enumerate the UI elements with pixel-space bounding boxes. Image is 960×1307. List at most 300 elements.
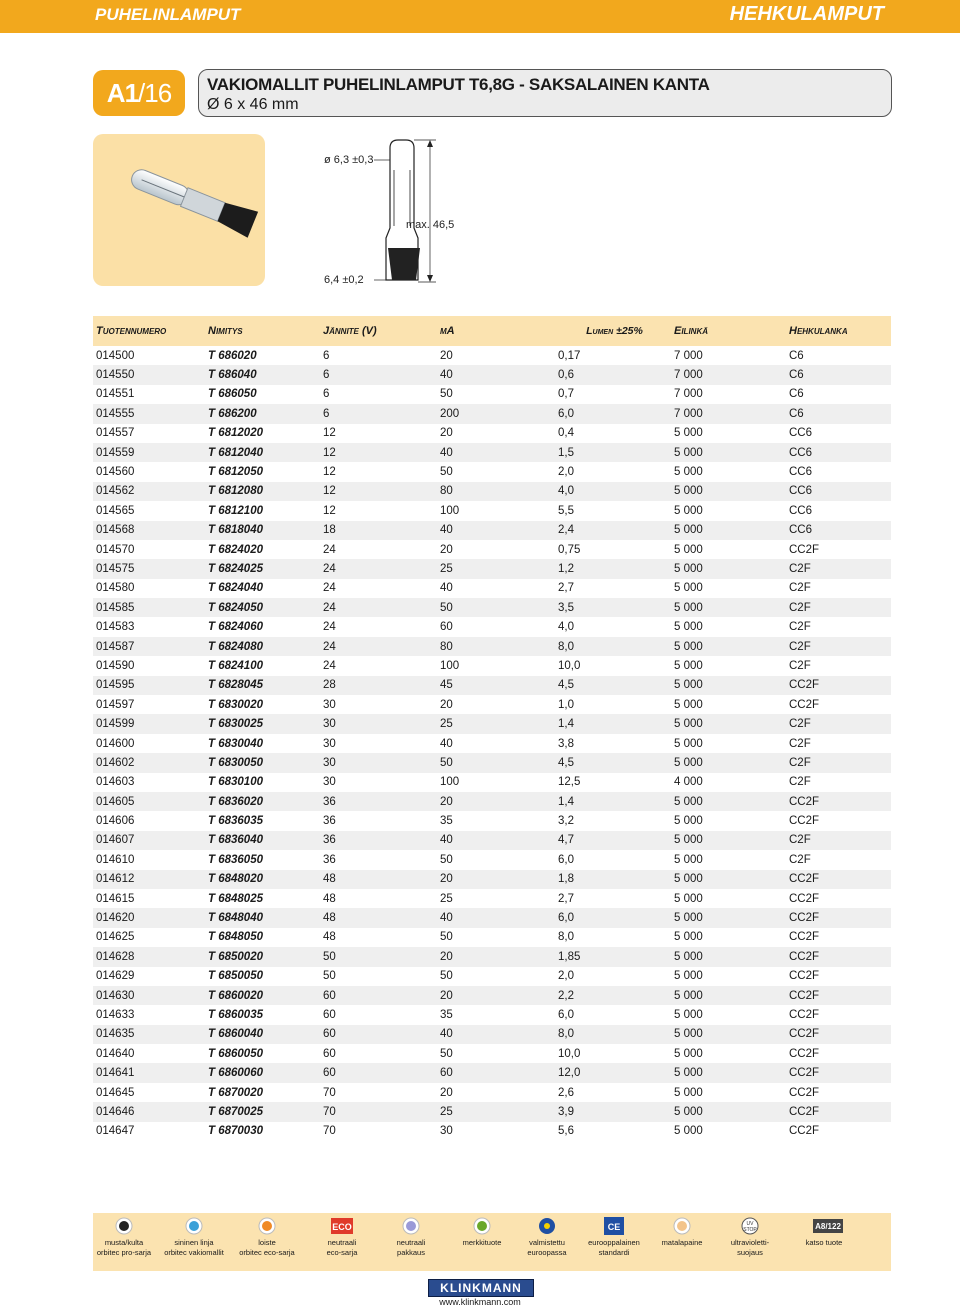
table-row (93, 986, 891, 1005)
cell-lumen: 0,7 (558, 388, 574, 401)
cell-model-name: T 6870020 (208, 1086, 263, 1099)
cell-product-number: 014583 (96, 621, 135, 634)
table-row (93, 443, 891, 462)
cell-product-number: 014630 (93, 986, 205, 1005)
neutral-pack-icon (400, 1217, 422, 1235)
cell-lumen: 3,5 (555, 598, 671, 617)
cell-lifetime: 5 000 (671, 559, 786, 578)
cell-voltage: 70 (323, 1125, 336, 1138)
cell-model-name: T 6848025 (208, 892, 263, 905)
cell-lifetime: 7 000 (674, 388, 703, 401)
legend-line1: ultravioletti- (730, 1238, 770, 1247)
cell-product-number: 014628 (93, 947, 205, 966)
cell-current: 35 (440, 815, 453, 828)
cell-lifetime: 5 000 (671, 714, 786, 733)
legend-line2: euroopassa (527, 1247, 567, 1257)
table-row (93, 462, 891, 481)
cell-lumen: 1,8 (555, 870, 671, 889)
cell-product-number: 014647 (96, 1125, 135, 1138)
cell-current: 40 (437, 521, 555, 540)
cell-lumen: 0,17 (558, 349, 581, 362)
col-header-filament: Hehkulanka (786, 316, 891, 346)
cell-model-name: T 6824040 (208, 582, 263, 595)
cell-lumen: 4,5 (555, 753, 671, 772)
cell-product-number: 014625 (96, 931, 135, 944)
legend-line2: orbitec eco-sarja (239, 1247, 295, 1257)
lamp-outline-icon (290, 130, 490, 290)
cell-filament: CC6 (789, 466, 813, 479)
cell-lumen: 1,0 (558, 698, 574, 711)
legend-line1: valmistettu (529, 1238, 565, 1247)
cell-model-name: T 6812040 (205, 443, 320, 462)
page-title: VAKIOMALLIT PUHELINLAMPUT T6,8G - SAKSALAINEN KANTA (207, 75, 710, 94)
cell-lumen: 6,0 (558, 853, 574, 866)
cell-filament: CC2F (789, 1125, 820, 1138)
cell-voltage: 48 (320, 908, 437, 927)
product-table (93, 316, 891, 1141)
cell-lifetime: 5 000 (674, 892, 703, 905)
table-header-row (93, 316, 891, 346)
cell-filament: CC6 (786, 521, 891, 540)
cell-model-name: T 6828045 (205, 676, 320, 695)
cell-filament: CC2F (786, 947, 891, 966)
cell-lumen: 4,0 (558, 621, 574, 634)
cell-filament: C2F (789, 659, 811, 672)
cell-filament: CC2F (789, 892, 820, 905)
cell-product-number: 014646 (93, 1102, 205, 1121)
cell-lifetime: 4 000 (674, 776, 703, 789)
cell-lifetime: 5 000 (671, 482, 786, 501)
cell-voltage: 12 (323, 466, 336, 479)
cell-current: 20 (437, 792, 555, 811)
cell-voltage: 24 (323, 543, 336, 556)
cell-product-number: 014603 (96, 776, 135, 789)
cell-lumen: 8,0 (558, 931, 574, 944)
table-row (93, 967, 891, 986)
cell-voltage: 6 (320, 365, 437, 384)
cell-voltage: 12 (323, 427, 336, 440)
legend-line1: katso tuote (805, 1238, 843, 1247)
cell-voltage: 30 (320, 714, 437, 733)
cell-voltage: 24 (320, 637, 437, 656)
cell-lifetime: 5 000 (671, 986, 786, 1005)
cell-voltage: 6 (320, 404, 437, 423)
cell-voltage: 36 (323, 815, 336, 828)
cell-voltage: 48 (323, 931, 336, 944)
cell-filament: CC6 (786, 443, 891, 462)
cell-voltage: 48 (320, 870, 437, 889)
legend-item (579, 1217, 649, 1257)
cell-lumen: 0,75 (558, 543, 581, 556)
cell-lumen: 3,2 (558, 815, 574, 828)
cell-lumen: 1,5 (555, 443, 671, 462)
ce-standard-icon (603, 1217, 625, 1235)
cell-model-name: T 686050 (208, 388, 257, 401)
cell-lumen: 2,7 (558, 582, 574, 595)
uv-stop-icon (739, 1217, 761, 1235)
cell-lumen: 6,0 (558, 1008, 574, 1021)
cell-lifetime: 5 000 (674, 1047, 703, 1060)
cell-model-name: T 6870025 (205, 1102, 320, 1121)
cell-product-number: 014605 (93, 792, 205, 811)
cell-filament: C6 (786, 365, 891, 384)
cell-lifetime: 5 000 (671, 676, 786, 695)
cell-filament: CC2F (786, 1025, 891, 1044)
cell-lifetime: 5 000 (674, 970, 703, 983)
cell-lumen: 10,0 (558, 1047, 581, 1060)
cell-voltage: 12 (320, 482, 437, 501)
cell-voltage: 36 (323, 853, 336, 866)
cell-lumen: 10,0 (558, 659, 581, 672)
cell-filament: CC2F (789, 1008, 820, 1021)
top-bar (0, 0, 960, 33)
cell-current: 50 (440, 388, 453, 401)
category-left: PUHELINLAMPUT (95, 5, 241, 24)
diameter-top-label: ø 6,3 ±0,3 (324, 154, 374, 166)
col-header-lifetime: Eilinkä (671, 316, 786, 346)
cell-current: 100 (440, 504, 460, 517)
brand-product-icon (471, 1217, 493, 1235)
cell-filament: C2F (786, 559, 891, 578)
cell-current: 25 (437, 559, 555, 578)
cell-model-name: T 6812080 (205, 482, 320, 501)
cell-model-name: T 6824100 (208, 659, 263, 672)
cell-filament: CC2F (789, 970, 820, 983)
badge-page: 16 (144, 78, 172, 108)
cell-lifetime: 5 000 (671, 792, 786, 811)
cell-filament: CC2F (789, 1086, 820, 1099)
cell-product-number: 014568 (93, 521, 205, 540)
cell-lumen: 1,4 (555, 714, 671, 733)
cell-product-number: 014575 (93, 559, 205, 578)
table-row (93, 1063, 891, 1082)
cell-current: 20 (440, 349, 453, 362)
table-row (93, 346, 891, 365)
cell-voltage: 36 (320, 792, 437, 811)
legend-line2: orbitec vakiomallit (164, 1247, 224, 1257)
legend-line1: merkkituote (462, 1238, 502, 1247)
cell-voltage: 6 (323, 388, 330, 401)
title-box (198, 69, 892, 117)
cell-model-name: T 6812020 (208, 427, 263, 440)
cell-lifetime: 5 000 (671, 753, 786, 772)
cell-filament: C2F (789, 737, 811, 750)
legend-line2: orbitec pro-sarja (96, 1247, 152, 1257)
cell-lumen: 5,6 (558, 1125, 574, 1138)
cell-product-number: 014615 (96, 892, 135, 905)
cell-filament: CC2F (786, 1063, 891, 1082)
website-url: www.klinkmann.com (439, 1297, 521, 1307)
cell-filament: CC2F (786, 792, 891, 811)
cell-voltage: 30 (323, 737, 336, 750)
cell-lumen: 6,0 (555, 404, 671, 423)
cell-product-number: 014570 (96, 543, 135, 556)
cell-current: 50 (440, 931, 453, 944)
cell-current: 20 (440, 698, 453, 711)
cell-voltage: 60 (320, 1025, 437, 1044)
cell-product-number: 014565 (96, 504, 135, 517)
cell-lifetime: 5 000 (674, 931, 703, 944)
cell-current: 35 (440, 1008, 453, 1021)
eu-made-icon (536, 1217, 558, 1235)
cell-voltage: 24 (323, 659, 336, 672)
cell-model-name: T 6836035 (208, 815, 263, 828)
cell-lifetime: 7 000 (674, 349, 703, 362)
col-header-voltage: Jännite (V) (320, 316, 437, 346)
cell-filament: CC2F (786, 870, 891, 889)
cell-lumen: 2,0 (558, 970, 574, 983)
cell-lumen: 4,5 (555, 676, 671, 695)
cell-model-name: T 6824050 (205, 598, 320, 617)
cell-lifetime: 7 000 (671, 404, 786, 423)
table-row (93, 811, 891, 830)
table-row (93, 1044, 891, 1063)
legend-bar (93, 1213, 891, 1271)
table-row (93, 1122, 891, 1141)
cell-lumen: 12,5 (558, 776, 581, 789)
low-pressure-icon (671, 1217, 693, 1235)
cell-voltage: 24 (323, 621, 336, 634)
cell-product-number: 014562 (93, 482, 205, 501)
cell-current: 200 (437, 404, 555, 423)
gold-bulb-icon (113, 1217, 135, 1235)
cell-lifetime: 5 000 (674, 1086, 703, 1099)
cell-product-number: 014580 (96, 582, 135, 595)
cell-lifetime: 5 000 (671, 1102, 786, 1121)
cell-lifetime: 5 000 (674, 1008, 703, 1021)
legend-line1: loiste (258, 1238, 276, 1247)
cell-model-name: T 686020 (208, 349, 257, 362)
cell-lifetime: 7 000 (671, 365, 786, 384)
table-row (93, 559, 891, 578)
cell-current: 50 (437, 598, 555, 617)
table-row (93, 695, 891, 714)
cell-model-name: T 686200 (205, 404, 320, 423)
cell-product-number: 014600 (96, 737, 135, 750)
table-row (93, 773, 891, 792)
cell-lifetime: 5 000 (674, 466, 703, 479)
cell-current: 30 (440, 1125, 453, 1138)
cell-current: 20 (440, 543, 453, 556)
legend-line1: matalapaine (661, 1238, 703, 1247)
table-row (93, 1025, 891, 1044)
cell-model-name: T 6830050 (205, 753, 320, 772)
cell-product-number: 014602 (93, 753, 205, 772)
cell-lifetime: 5 000 (671, 908, 786, 927)
table-row (93, 831, 891, 850)
cell-filament: C2F (786, 753, 891, 772)
cell-product-number: 014635 (93, 1025, 205, 1044)
cell-lifetime: 5 000 (674, 1125, 703, 1138)
cell-current: 60 (437, 1063, 555, 1082)
cell-filament: CC2F (789, 698, 820, 711)
cell-product-number: 014597 (96, 698, 135, 711)
table-row (93, 676, 891, 695)
cell-current: 40 (437, 908, 555, 927)
cell-filament: C2F (786, 637, 891, 656)
legend-item (512, 1217, 582, 1257)
cell-filament: CC2F (789, 815, 820, 828)
legend-item (89, 1217, 159, 1257)
table-row (93, 908, 891, 927)
cell-product-number: 014633 (96, 1008, 135, 1021)
cell-current: 20 (437, 870, 555, 889)
legend-item (447, 1217, 517, 1248)
legend-item (159, 1217, 229, 1257)
cell-lifetime: 5 000 (674, 582, 703, 595)
table-row (93, 753, 891, 772)
legend-item (647, 1217, 717, 1248)
cell-product-number: 014610 (96, 853, 135, 866)
cell-product-number: 014645 (96, 1086, 135, 1099)
cell-model-name: T 6836020 (205, 792, 320, 811)
cell-voltage: 60 (323, 1008, 336, 1021)
cell-voltage: 70 (323, 1086, 336, 1099)
cell-voltage: 24 (323, 582, 336, 595)
cell-filament: C6 (786, 404, 891, 423)
cell-lifetime: 5 000 (671, 637, 786, 656)
legend-line2: eco-sarja (326, 1247, 358, 1257)
cell-filament: CC6 (789, 504, 813, 517)
svg-text:ECO: ECO (332, 1222, 352, 1232)
cell-lifetime: 5 000 (671, 1025, 786, 1044)
cell-filament: C6 (789, 388, 804, 401)
cell-current: 40 (437, 365, 555, 384)
cell-voltage: 24 (320, 559, 437, 578)
cell-lifetime: 5 000 (674, 427, 703, 440)
cell-lumen: 0,6 (555, 365, 671, 384)
cell-product-number: 014590 (96, 659, 135, 672)
cell-model-name: T 6824060 (208, 621, 263, 634)
category-right: HEHKULAMPUT (729, 3, 884, 25)
cell-current: 40 (440, 582, 453, 595)
cell-voltage: 18 (320, 521, 437, 540)
cell-model-name: T 6830040 (208, 737, 263, 750)
cell-current: 40 (440, 737, 453, 750)
cell-model-name: T 6830025 (205, 714, 320, 733)
cell-current: 20 (437, 947, 555, 966)
cell-product-number: 014641 (93, 1063, 205, 1082)
table-row (93, 617, 891, 636)
cell-voltage: 60 (320, 1063, 437, 1082)
cell-model-name: T 6812050 (208, 466, 263, 479)
cell-lifetime: 5 000 (674, 659, 703, 672)
orange-bulb-icon (256, 1217, 278, 1235)
cell-model-name: T 6824025 (205, 559, 320, 578)
cell-filament: C2F (789, 582, 811, 595)
cell-lumen: 4,0 (555, 482, 671, 501)
legend-item (715, 1217, 785, 1257)
cell-current: 50 (440, 466, 453, 479)
cell-lumen: 0,4 (558, 427, 574, 440)
table-row (93, 1102, 891, 1121)
cell-voltage: 60 (323, 1047, 336, 1060)
cell-current: 50 (437, 753, 555, 772)
max-length-label: max. 46,5 (406, 219, 455, 231)
cell-filament: CC2F (786, 1102, 891, 1121)
brand-logo: KLINKMANN (428, 1279, 534, 1297)
cell-voltage: 6 (323, 349, 330, 362)
cell-filament: C2F (789, 776, 811, 789)
cell-product-number: 014585 (93, 598, 205, 617)
cell-voltage: 48 (323, 892, 336, 905)
cell-filament: C2F (789, 621, 811, 634)
cell-lumen: 8,0 (555, 1025, 671, 1044)
table-row (93, 734, 891, 753)
cell-lifetime: 5 000 (671, 1063, 786, 1082)
legend-line1: eurooppalainen (588, 1238, 640, 1247)
table-row (93, 579, 891, 598)
cell-filament: CC2F (789, 543, 820, 556)
cell-current: 25 (437, 1102, 555, 1121)
svg-text:STOP: STOP (743, 1227, 757, 1233)
cell-product-number: 014612 (93, 870, 205, 889)
cell-current: 25 (440, 892, 453, 905)
cell-model-name: T 6870030 (208, 1125, 263, 1138)
cell-model-name: T 6830020 (208, 698, 263, 711)
table-row (93, 540, 891, 559)
cell-product-number: 014595 (93, 676, 205, 695)
cell-lifetime: 5 000 (671, 443, 786, 462)
cell-lumen: 5,5 (558, 504, 574, 517)
cell-lifetime: 5 000 (671, 598, 786, 617)
cell-model-name: T 6830100 (208, 776, 263, 789)
cell-model-name: T 6848020 (205, 870, 320, 889)
cell-product-number: 014555 (93, 404, 205, 423)
cell-model-name: T 6850050 (208, 970, 263, 983)
cell-voltage: 70 (320, 1102, 437, 1121)
cell-model-name: T 6818040 (205, 521, 320, 540)
cell-filament: C2F (789, 853, 811, 866)
cell-model-name: T 686040 (205, 365, 320, 384)
cell-lumen: 8,0 (555, 637, 671, 656)
product-photo (93, 134, 265, 286)
cell-filament: CC2F (786, 908, 891, 927)
cell-lumen: 6,0 (555, 908, 671, 927)
table-row (93, 870, 891, 889)
cell-filament: CC2F (789, 931, 820, 944)
cell-product-number: 014599 (93, 714, 205, 733)
cell-current: 20 (437, 986, 555, 1005)
cell-current: 20 (440, 1086, 453, 1099)
cell-lumen: 2,6 (558, 1086, 574, 1099)
cell-model-name: T 6860020 (205, 986, 320, 1005)
cell-product-number: 014560 (96, 466, 135, 479)
cell-model-name: T 6824080 (205, 637, 320, 656)
table-row (93, 928, 891, 947)
cell-model-name: T 6824020 (208, 543, 263, 556)
cell-voltage: 30 (320, 753, 437, 772)
cell-voltage: 36 (320, 831, 437, 850)
legend-line1: neutraali (327, 1238, 357, 1247)
cell-filament: C6 (789, 349, 804, 362)
cell-lumen: 1,2 (555, 559, 671, 578)
cell-model-name: T 6848040 (205, 908, 320, 927)
cell-filament: CC6 (789, 427, 813, 440)
cell-lumen: 2,0 (558, 466, 574, 479)
cell-model-name: T 6860040 (205, 1025, 320, 1044)
cell-product-number: 014500 (96, 349, 135, 362)
cell-lifetime: 5 000 (674, 621, 703, 634)
cell-product-number: 014606 (96, 815, 135, 828)
cell-product-number: 014640 (96, 1047, 135, 1060)
cell-current: 60 (440, 621, 453, 634)
table-row (93, 637, 891, 656)
cell-lifetime: 5 000 (674, 737, 703, 750)
cell-lumen: 4,7 (555, 831, 671, 850)
cell-lifetime: 5 000 (671, 831, 786, 850)
cell-model-name: T 6860050 (208, 1047, 263, 1060)
